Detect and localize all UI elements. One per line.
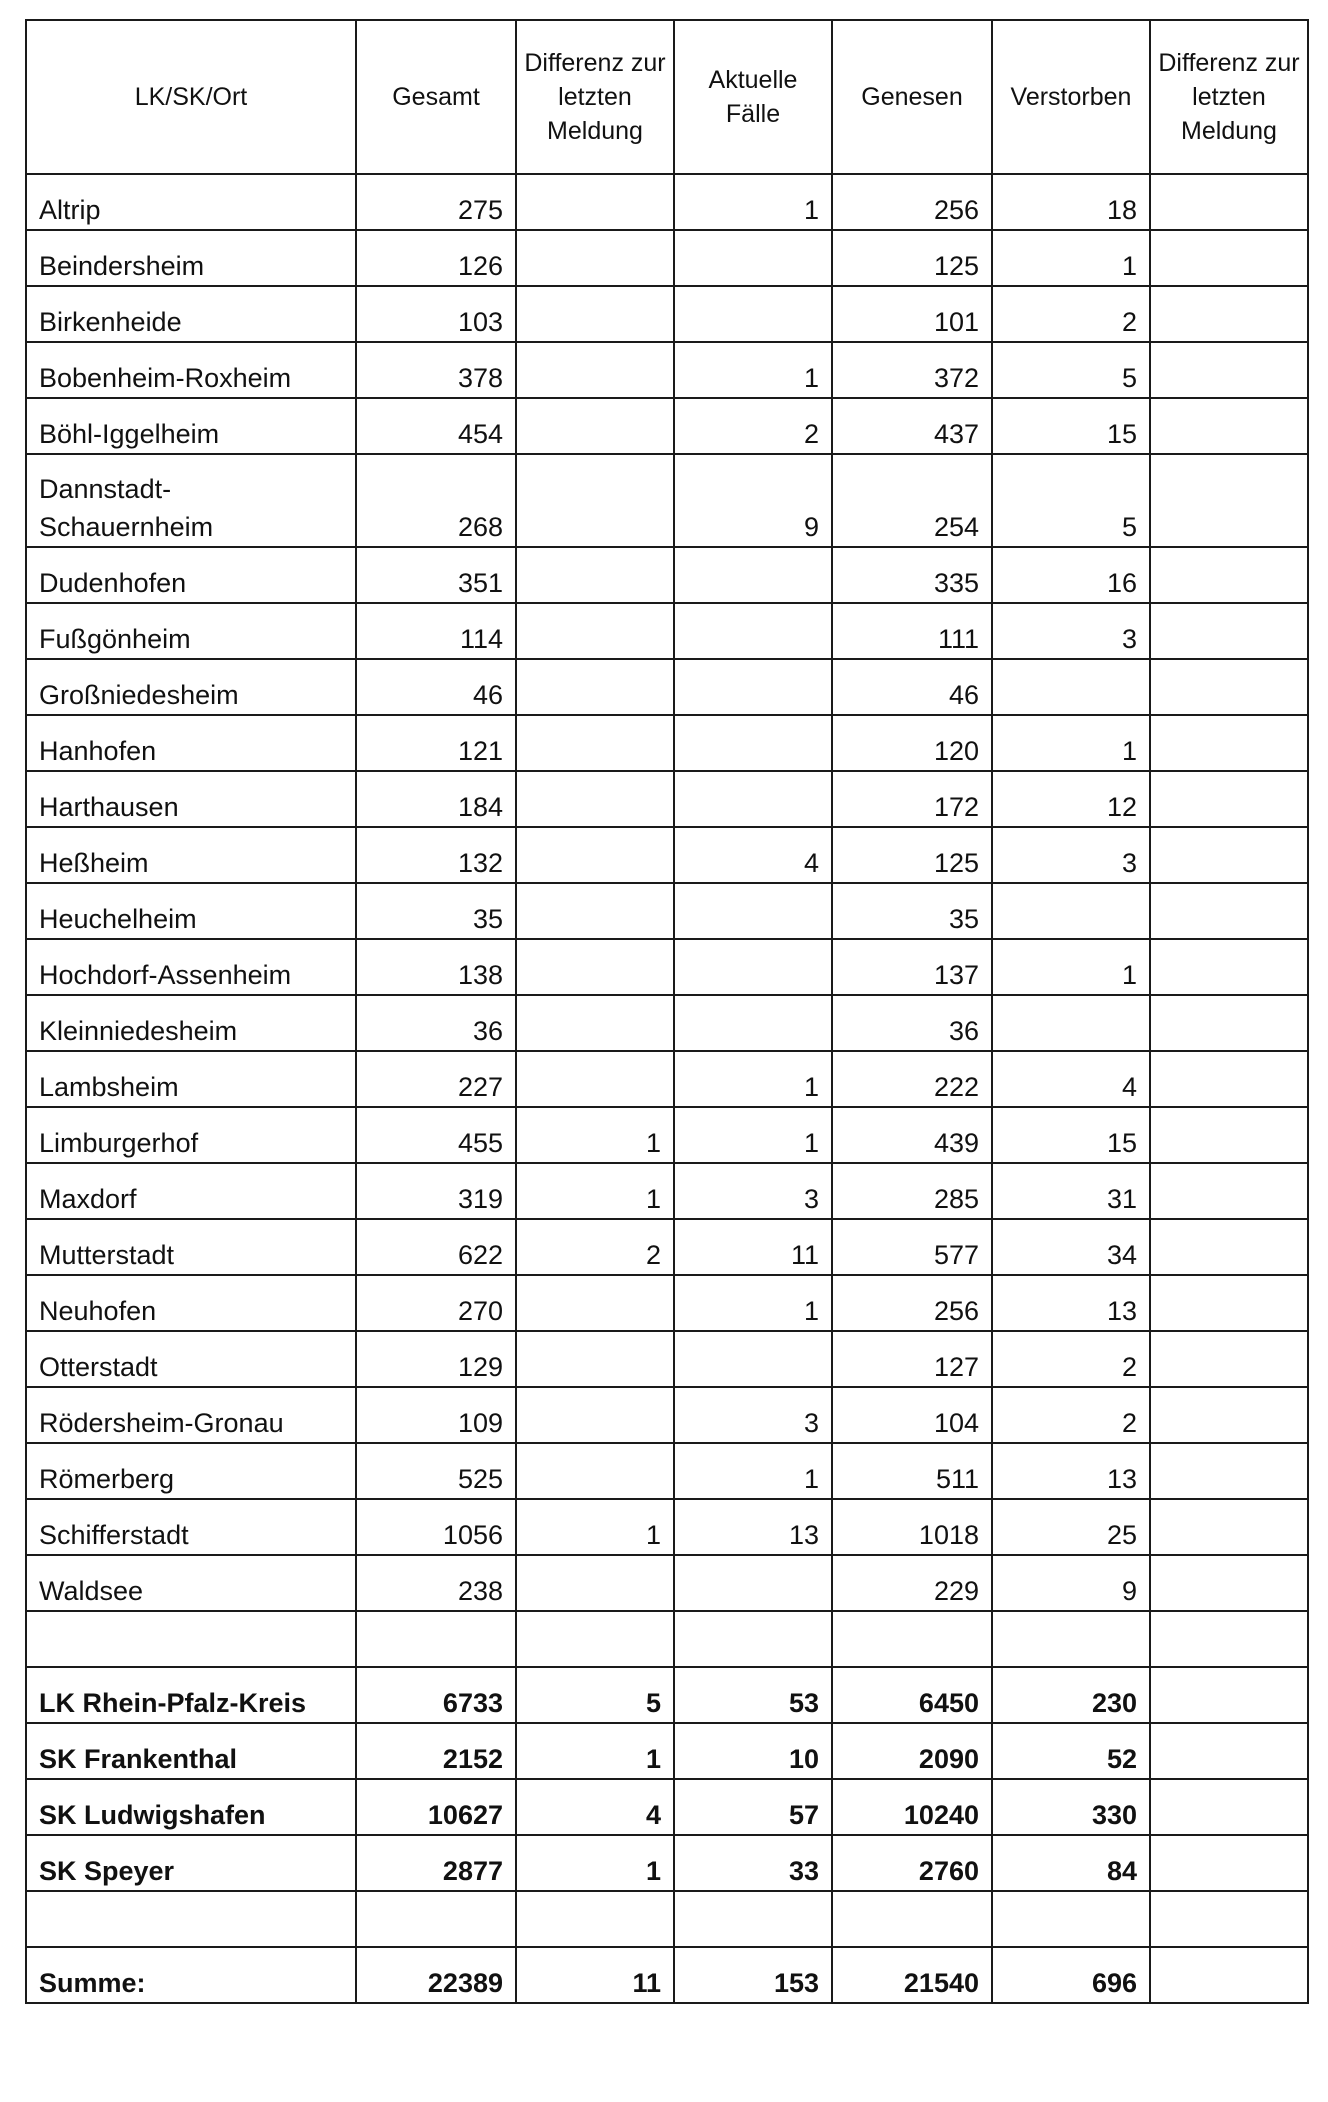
cell-differenz — [516, 1611, 674, 1667]
cell-differenz-verstorben — [1150, 454, 1308, 547]
table-row — [26, 1275, 1308, 1331]
cell-differenz-verstorben — [1150, 1387, 1308, 1443]
cell-gesamt: 351 — [356, 547, 516, 603]
cell-ort: Fußgönheim — [26, 603, 356, 659]
header-row — [26, 20, 1308, 174]
covid-cases-table — [25, 19, 1309, 2004]
cell-verstorben: 34 — [992, 1219, 1150, 1275]
cell-ort: Beindersheim — [26, 230, 356, 286]
header-differenz: Differenz zur letzten Meldung — [516, 20, 674, 174]
cell-differenz — [516, 1051, 674, 1107]
table-row — [26, 1667, 1308, 1723]
table-row — [26, 174, 1308, 230]
cell-differenz — [516, 771, 674, 827]
cell-aktuelle-faelle: 13 — [674, 1499, 832, 1555]
cell-genesen: 137 — [832, 939, 992, 995]
cell-ort: SK Ludwigshafen — [26, 1779, 356, 1835]
table-row — [26, 659, 1308, 715]
cell-verstorben: 330 — [992, 1779, 1150, 1835]
cell-verstorben — [992, 1891, 1150, 1947]
cell-ort: Bobenheim-Roxheim — [26, 342, 356, 398]
cell-gesamt: 121 — [356, 715, 516, 771]
cell-genesen: 437 — [832, 398, 992, 454]
table-row — [26, 1219, 1308, 1275]
cell-gesamt: 319 — [356, 1163, 516, 1219]
cell-differenz-verstorben — [1150, 603, 1308, 659]
cell-gesamt: 2152 — [356, 1723, 516, 1779]
cell-verstorben: 1 — [992, 715, 1150, 771]
table-row — [26, 995, 1308, 1051]
cell-ort: LK Rhein-Pfalz-Kreis — [26, 1667, 356, 1723]
cell-differenz-verstorben — [1150, 659, 1308, 715]
cell-verstorben: 18 — [992, 174, 1150, 230]
table-row — [26, 939, 1308, 995]
cell-aktuelle-faelle — [674, 286, 832, 342]
table-row — [26, 1555, 1308, 1611]
cell-differenz-verstorben — [1150, 715, 1308, 771]
cell-differenz-verstorben — [1150, 1555, 1308, 1611]
cell-gesamt: 36 — [356, 995, 516, 1051]
cell-differenz — [516, 1387, 674, 1443]
cell-aktuelle-faelle: 153 — [674, 1947, 832, 2003]
cell-gesamt: 455 — [356, 1107, 516, 1163]
cell-aktuelle-faelle: 11 — [674, 1219, 832, 1275]
cell-aktuelle-faelle — [674, 771, 832, 827]
cell-verstorben — [992, 1611, 1150, 1667]
cell-ort: Dudenhofen — [26, 547, 356, 603]
cell-differenz-verstorben — [1150, 1331, 1308, 1387]
cell-aktuelle-faelle: 1 — [674, 1275, 832, 1331]
cell-differenz-verstorben — [1150, 1107, 1308, 1163]
cell-verstorben: 1 — [992, 939, 1150, 995]
table-row — [26, 342, 1308, 398]
cell-ort — [26, 1611, 356, 1667]
cell-aktuelle-faelle: 3 — [674, 1163, 832, 1219]
cell-verstorben: 52 — [992, 1723, 1150, 1779]
cell-ort: Limburgerhof — [26, 1107, 356, 1163]
cell-differenz-verstorben — [1150, 174, 1308, 230]
header-aktuelle-faelle: Aktuelle Fälle — [674, 20, 832, 174]
table-row — [26, 1835, 1308, 1891]
cell-genesen: 1018 — [832, 1499, 992, 1555]
cell-differenz-verstorben — [1150, 1723, 1308, 1779]
cell-ort: Lambsheim — [26, 1051, 356, 1107]
cell-verstorben: 2 — [992, 1387, 1150, 1443]
cell-differenz: 1 — [516, 1723, 674, 1779]
cell-ort: Otterstadt — [26, 1331, 356, 1387]
cell-genesen: 127 — [832, 1331, 992, 1387]
cell-gesamt: 275 — [356, 174, 516, 230]
cell-differenz-verstorben — [1150, 1219, 1308, 1275]
cell-aktuelle-faelle: 9 — [674, 454, 832, 547]
cell-differenz-verstorben — [1150, 883, 1308, 939]
cell-genesen: 101 — [832, 286, 992, 342]
cell-genesen: 35 — [832, 883, 992, 939]
header-ort: LK/SK/Ort — [26, 20, 356, 174]
cell-verstorben: 25 — [992, 1499, 1150, 1555]
table-row — [26, 603, 1308, 659]
cell-gesamt: 46 — [356, 659, 516, 715]
cell-differenz — [516, 230, 674, 286]
cell-genesen: 21540 — [832, 1947, 992, 2003]
cell-genesen: 229 — [832, 1555, 992, 1611]
cell-gesamt: 454 — [356, 398, 516, 454]
cell-differenz-verstorben — [1150, 1443, 1308, 1499]
cell-differenz — [516, 995, 674, 1051]
cell-verstorben: 696 — [992, 1947, 1150, 2003]
cell-aktuelle-faelle — [674, 1555, 832, 1611]
cell-differenz — [516, 398, 674, 454]
cell-differenz — [516, 1443, 674, 1499]
cell-ort: Summe: — [26, 1947, 356, 2003]
cell-differenz — [516, 659, 674, 715]
cell-differenz-verstorben — [1150, 1947, 1308, 2003]
cell-verstorben: 5 — [992, 342, 1150, 398]
cell-differenz: 5 — [516, 1667, 674, 1723]
table-row — [26, 715, 1308, 771]
table-row — [26, 1331, 1308, 1387]
cell-ort: Waldsee — [26, 1555, 356, 1611]
cell-differenz: 1 — [516, 1163, 674, 1219]
cell-differenz — [516, 939, 674, 995]
cell-gesamt: 114 — [356, 603, 516, 659]
cell-differenz-verstorben — [1150, 939, 1308, 995]
cell-differenz: 1 — [516, 1107, 674, 1163]
cell-genesen: 111 — [832, 603, 992, 659]
cell-aktuelle-faelle: 53 — [674, 1667, 832, 1723]
cell-aktuelle-faelle: 1 — [674, 1443, 832, 1499]
cell-differenz-verstorben — [1150, 827, 1308, 883]
table-row — [26, 1723, 1308, 1779]
cell-gesamt: 622 — [356, 1219, 516, 1275]
cell-verstorben — [992, 883, 1150, 939]
cell-aktuelle-faelle — [674, 1611, 832, 1667]
cell-verstorben: 12 — [992, 771, 1150, 827]
cell-aktuelle-faelle — [674, 995, 832, 1051]
cell-verstorben: 4 — [992, 1051, 1150, 1107]
cell-genesen: 46 — [832, 659, 992, 715]
cell-aktuelle-faelle — [674, 547, 832, 603]
cell-genesen: 254 — [832, 454, 992, 547]
blank-row — [26, 1891, 1308, 1947]
cell-gesamt: 109 — [356, 1387, 516, 1443]
table-row — [26, 771, 1308, 827]
cell-genesen: 2090 — [832, 1723, 992, 1779]
cell-differenz: 4 — [516, 1779, 674, 1835]
table-row — [26, 1779, 1308, 1835]
cell-genesen — [832, 1611, 992, 1667]
cell-aktuelle-faelle: 33 — [674, 1835, 832, 1891]
cell-aktuelle-faelle: 1 — [674, 174, 832, 230]
table-row — [26, 1443, 1308, 1499]
cell-differenz-verstorben — [1150, 995, 1308, 1051]
cell-genesen: 439 — [832, 1107, 992, 1163]
cell-gesamt: 525 — [356, 1443, 516, 1499]
cell-aktuelle-faelle — [674, 1891, 832, 1947]
cell-gesamt: 6733 — [356, 1667, 516, 1723]
cell-aktuelle-faelle: 1 — [674, 1051, 832, 1107]
cell-gesamt: 138 — [356, 939, 516, 995]
cell-aktuelle-faelle — [674, 883, 832, 939]
cell-differenz-verstorben — [1150, 1779, 1308, 1835]
cell-differenz — [516, 1331, 674, 1387]
cell-ort: Birkenheide — [26, 286, 356, 342]
cell-verstorben: 13 — [992, 1443, 1150, 1499]
header-gesamt: Gesamt — [356, 20, 516, 174]
table-row — [26, 1387, 1308, 1443]
cell-differenz — [516, 1555, 674, 1611]
header-verstorben: Verstorben — [992, 20, 1150, 174]
cell-ort: Rödersheim-Gronau — [26, 1387, 356, 1443]
cell-aktuelle-faelle — [674, 230, 832, 286]
cell-verstorben: 2 — [992, 286, 1150, 342]
cell-verstorben: 9 — [992, 1555, 1150, 1611]
cell-gesamt: 35 — [356, 883, 516, 939]
table-row — [26, 1947, 1308, 2003]
cell-gesamt: 1056 — [356, 1499, 516, 1555]
cell-aktuelle-faelle: 1 — [674, 342, 832, 398]
cell-genesen: 256 — [832, 174, 992, 230]
cell-ort: Dannstadt-Schauernheim — [26, 454, 356, 547]
cell-differenz: 2 — [516, 1219, 674, 1275]
cell-genesen: 172 — [832, 771, 992, 827]
cell-aktuelle-faelle — [674, 715, 832, 771]
cell-genesen: 511 — [832, 1443, 992, 1499]
cell-aktuelle-faelle — [674, 659, 832, 715]
cell-ort: Hanhofen — [26, 715, 356, 771]
cell-gesamt: 268 — [356, 454, 516, 547]
cell-ort: Hochdorf-Assenheim — [26, 939, 356, 995]
cell-aktuelle-faelle: 3 — [674, 1387, 832, 1443]
cell-ort: Böhl-Iggelheim — [26, 398, 356, 454]
cell-differenz — [516, 715, 674, 771]
cell-differenz-verstorben — [1150, 1891, 1308, 1947]
cell-ort: SK Frankenthal — [26, 1723, 356, 1779]
cell-genesen: 125 — [832, 827, 992, 883]
cell-differenz-verstorben — [1150, 286, 1308, 342]
cell-gesamt: 378 — [356, 342, 516, 398]
cell-verstorben: 84 — [992, 1835, 1150, 1891]
cell-gesamt: 270 — [356, 1275, 516, 1331]
cell-genesen: 577 — [832, 1219, 992, 1275]
cell-gesamt: 126 — [356, 230, 516, 286]
table-row — [26, 547, 1308, 603]
cell-differenz — [516, 603, 674, 659]
cell-differenz-verstorben — [1150, 1667, 1308, 1723]
cell-differenz: 11 — [516, 1947, 674, 2003]
blank-row — [26, 1611, 1308, 1667]
cell-differenz — [516, 883, 674, 939]
cell-ort: Maxdorf — [26, 1163, 356, 1219]
cell-genesen: 6450 — [832, 1667, 992, 1723]
cell-genesen: 335 — [832, 547, 992, 603]
cell-verstorben: 3 — [992, 827, 1150, 883]
cell-differenz-verstorben — [1150, 1835, 1308, 1891]
cell-aktuelle-faelle: 10 — [674, 1723, 832, 1779]
cell-ort: Harthausen — [26, 771, 356, 827]
cell-ort: Großniedesheim — [26, 659, 356, 715]
cell-aktuelle-faelle — [674, 1331, 832, 1387]
cell-genesen: 104 — [832, 1387, 992, 1443]
cell-ort: Kleinniedesheim — [26, 995, 356, 1051]
cell-differenz-verstorben — [1150, 1163, 1308, 1219]
table-row — [26, 827, 1308, 883]
cell-verstorben: 31 — [992, 1163, 1150, 1219]
cell-ort: Mutterstadt — [26, 1219, 356, 1275]
cell-gesamt — [356, 1891, 516, 1947]
cell-gesamt: 238 — [356, 1555, 516, 1611]
table-row — [26, 1107, 1308, 1163]
cell-genesen: 285 — [832, 1163, 992, 1219]
cell-genesen: 222 — [832, 1051, 992, 1107]
cell-differenz — [516, 547, 674, 603]
table-row — [26, 398, 1308, 454]
cell-differenz — [516, 286, 674, 342]
cell-differenz-verstorben — [1150, 1499, 1308, 1555]
table-row — [26, 1051, 1308, 1107]
cell-differenz-verstorben — [1150, 398, 1308, 454]
cell-verstorben: 15 — [992, 398, 1150, 454]
cell-differenz — [516, 1891, 674, 1947]
cell-ort: Heßheim — [26, 827, 356, 883]
cell-verstorben: 230 — [992, 1667, 1150, 1723]
cell-verstorben: 15 — [992, 1107, 1150, 1163]
cell-differenz-verstorben — [1150, 230, 1308, 286]
cell-verstorben — [992, 659, 1150, 715]
table-row — [26, 883, 1308, 939]
cell-differenz-verstorben — [1150, 771, 1308, 827]
header-differenz-verstorben: Differenz zur letzten Meldung — [1150, 20, 1308, 174]
cell-differenz-verstorben — [1150, 1611, 1308, 1667]
table-row — [26, 1499, 1308, 1555]
cell-differenz — [516, 1275, 674, 1331]
cell-differenz — [516, 174, 674, 230]
cell-genesen: 125 — [832, 230, 992, 286]
cell-verstorben: 2 — [992, 1331, 1150, 1387]
cell-gesamt: 103 — [356, 286, 516, 342]
cell-ort: Römerberg — [26, 1443, 356, 1499]
cell-gesamt: 10627 — [356, 1779, 516, 1835]
cell-genesen: 2760 — [832, 1835, 992, 1891]
cell-verstorben: 16 — [992, 547, 1150, 603]
cell-aktuelle-faelle: 57 — [674, 1779, 832, 1835]
cell-gesamt: 132 — [356, 827, 516, 883]
cell-genesen: 10240 — [832, 1779, 992, 1835]
cell-gesamt: 129 — [356, 1331, 516, 1387]
cell-verstorben: 5 — [992, 454, 1150, 547]
cell-aktuelle-faelle: 2 — [674, 398, 832, 454]
cell-verstorben: 13 — [992, 1275, 1150, 1331]
cell-genesen: 36 — [832, 995, 992, 1051]
cell-ort: Altrip — [26, 174, 356, 230]
header-genesen: Genesen — [832, 20, 992, 174]
cell-ort — [26, 1891, 356, 1947]
cell-ort: Schifferstadt — [26, 1499, 356, 1555]
cell-differenz-verstorben — [1150, 1275, 1308, 1331]
cell-genesen: 256 — [832, 1275, 992, 1331]
cell-ort: Neuhofen — [26, 1275, 356, 1331]
cell-aktuelle-faelle — [674, 603, 832, 659]
cell-differenz-verstorben — [1150, 1051, 1308, 1107]
table-row — [26, 230, 1308, 286]
cell-differenz: 1 — [516, 1835, 674, 1891]
cell-differenz — [516, 454, 674, 547]
cell-differenz-verstorben — [1150, 547, 1308, 603]
table-row — [26, 1163, 1308, 1219]
cell-gesamt — [356, 1611, 516, 1667]
cell-differenz — [516, 827, 674, 883]
cell-aktuelle-faelle: 1 — [674, 1107, 832, 1163]
cell-ort: Heuchelheim — [26, 883, 356, 939]
table-row — [26, 286, 1308, 342]
cell-differenz-verstorben — [1150, 342, 1308, 398]
cell-gesamt: 227 — [356, 1051, 516, 1107]
cell-gesamt: 184 — [356, 771, 516, 827]
cell-genesen: 372 — [832, 342, 992, 398]
cell-gesamt: 22389 — [356, 1947, 516, 2003]
cell-aktuelle-faelle — [674, 939, 832, 995]
cell-differenz: 1 — [516, 1499, 674, 1555]
cell-differenz — [516, 342, 674, 398]
cell-genesen — [832, 1891, 992, 1947]
cell-ort: SK Speyer — [26, 1835, 356, 1891]
cell-verstorben — [992, 995, 1150, 1051]
cell-gesamt: 2877 — [356, 1835, 516, 1891]
table-row — [26, 454, 1308, 547]
cell-genesen: 120 — [832, 715, 992, 771]
cell-verstorben: 1 — [992, 230, 1150, 286]
cell-aktuelle-faelle: 4 — [674, 827, 832, 883]
cell-verstorben: 3 — [992, 603, 1150, 659]
